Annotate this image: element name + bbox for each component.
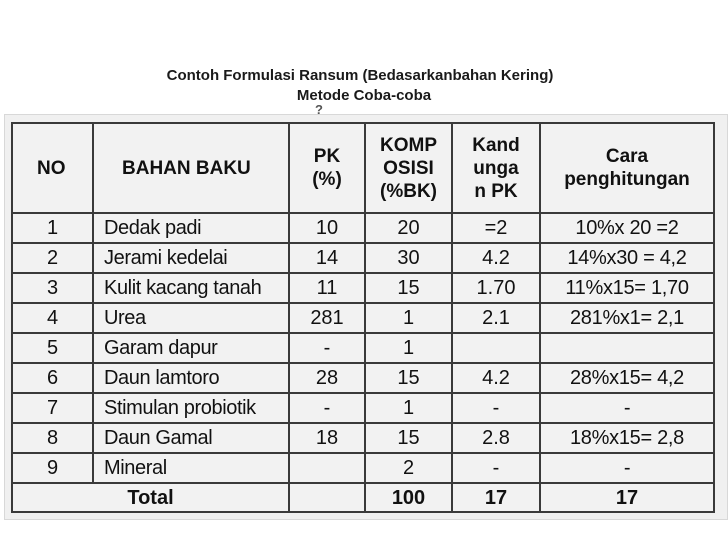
page-title: [0, 66, 728, 106]
cell-total-pk: [289, 483, 365, 512]
cell-total-label: Total: [12, 483, 289, 512]
header-komposisi-line: (%BK): [380, 180, 437, 202]
cell-bahan: Mineral: [93, 453, 289, 483]
table-row: [12, 243, 714, 273]
cell-no: 3: [12, 273, 93, 303]
cell-cara: -: [540, 453, 714, 483]
cell-total-komposisi: 100: [365, 483, 452, 512]
cell-pk: 281: [289, 303, 365, 333]
formulation-table: [11, 122, 715, 513]
cell-cara: 28%x15= 4,2: [540, 363, 714, 393]
cell-no: 7: [12, 393, 93, 423]
table-row: [12, 303, 714, 333]
cell-komposisi: 15: [365, 363, 452, 393]
header-pk-line: (%): [312, 169, 342, 190]
title-line-2: Metode Coba-coba: [296, 87, 432, 104]
header-kandungan-line: Kand: [472, 134, 520, 156]
cell-bahan: Dedak padi: [93, 213, 289, 243]
cell-no: 5: [12, 333, 93, 363]
header-bahan-baku: BAHAN BAKU: [93, 123, 289, 213]
header-komposisi: [365, 123, 452, 213]
header-cara-penghitungan: [540, 123, 714, 213]
cell-no: 4: [12, 303, 93, 333]
cell-pk: 14: [289, 243, 365, 273]
cell-cara: 14%x30 = 4,2: [540, 243, 714, 273]
header-komposisi-line: OSISI: [383, 157, 434, 179]
cell-pk: 28: [289, 363, 365, 393]
cell-total-kandungan: 17: [452, 483, 540, 512]
cell-pk: [289, 453, 365, 483]
cell-komposisi: 2: [365, 453, 452, 483]
table-row: [12, 453, 714, 483]
cell-bahan: Daun Gamal: [93, 423, 289, 453]
header-kandungan-pk: [452, 123, 540, 213]
cell-cara: 18%x15= 2,8: [540, 423, 714, 453]
cell-kandungan: [452, 333, 540, 363]
cell-no: 8: [12, 423, 93, 453]
cell-kandungan: =2: [452, 213, 540, 243]
cell-pk: -: [289, 333, 365, 363]
table-total-row: [12, 483, 714, 512]
cell-cara: 11%x15= 1,70: [540, 273, 714, 303]
header-cara-line: penghitungan: [564, 169, 690, 190]
table-row: [12, 363, 714, 393]
cell-kandungan: 2.1: [452, 303, 540, 333]
header-kandungan-line: unga: [473, 157, 519, 179]
header-pk: [289, 123, 365, 213]
header-cara-line: Cara: [605, 146, 649, 167]
header-kandungan-line: n PK: [474, 180, 518, 202]
cell-bahan: Urea: [93, 303, 289, 333]
header-no: NO: [12, 123, 93, 213]
cell-komposisi: 15: [365, 273, 452, 303]
cell-no: 6: [12, 363, 93, 393]
title-line-1: Contoh Formulasi Ransum (Bedasarkanbahan Kering): [166, 67, 554, 84]
cell-no: 2: [12, 243, 93, 273]
cell-total-cara: 17: [540, 483, 714, 512]
cell-cara: 10%x 20 =2: [540, 213, 714, 243]
cell-kandungan: 1.70: [452, 273, 540, 303]
cell-kandungan: -: [452, 453, 540, 483]
cell-no: 9: [12, 453, 93, 483]
cell-bahan: Jerami kedelai: [93, 243, 289, 273]
table-row: [12, 213, 714, 243]
cell-kandungan: 2.8: [452, 423, 540, 453]
cell-kandungan: 4.2: [452, 363, 540, 393]
cell-bahan: Stimulan probiotik: [93, 393, 289, 423]
cell-komposisi: 20: [365, 213, 452, 243]
cell-kandungan: 4.2: [452, 243, 540, 273]
header-komposisi-line: KOMP: [380, 134, 437, 156]
cell-pk: 18: [289, 423, 365, 453]
cropped-text-fragment: ?: [315, 104, 323, 116]
table-row: [12, 273, 714, 303]
cell-bahan: Kulit kacang tanah: [93, 273, 289, 303]
cell-cara: -: [540, 393, 714, 423]
cell-cara: [540, 333, 714, 363]
table-row: [12, 333, 714, 363]
cell-cara: 281%x1= 2,1: [540, 303, 714, 333]
cell-komposisi: 30: [365, 243, 452, 273]
cell-komposisi: 1: [365, 303, 452, 333]
cell-kandungan: -: [452, 393, 540, 423]
header-pk-line: PK: [313, 146, 341, 167]
cell-komposisi: 1: [365, 393, 452, 423]
cell-pk: -: [289, 393, 365, 423]
cell-bahan: Garam dapur: [93, 333, 289, 363]
cell-komposisi: 1: [365, 333, 452, 363]
cell-no: 1: [12, 213, 93, 243]
table-row: [12, 423, 714, 453]
cell-pk: 11: [289, 273, 365, 303]
cell-komposisi: 15: [365, 423, 452, 453]
table-row: [12, 393, 714, 423]
cell-bahan: Daun lamtoro: [93, 363, 289, 393]
cell-pk: 10: [289, 213, 365, 243]
table-header-row: [12, 123, 714, 213]
